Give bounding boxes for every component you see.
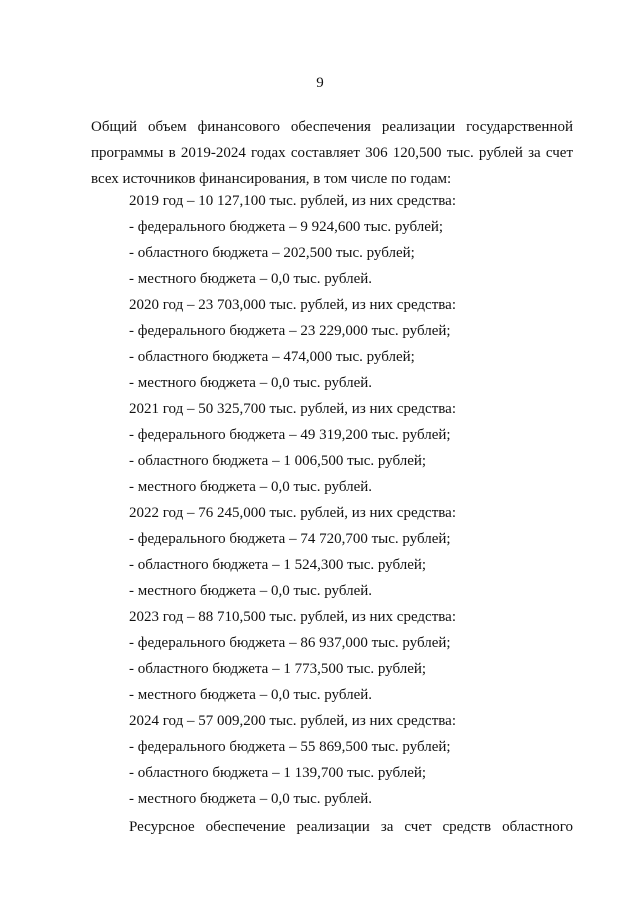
page-number: 9: [316, 75, 324, 91]
year-2022-regional: - областного бюджета – 1 524,300 тыс. рублей;: [129, 557, 427, 573]
year-2021-regional: - областного бюджета – 1 006,500 тыс. рублей;: [129, 453, 427, 469]
year-2019-heading: 2019 год – 10 127,100 тыс. рублей, из них средства:: [129, 193, 456, 209]
year-2020-heading: 2020 год – 23 703,000 тыс. рублей, из них средства:: [129, 297, 456, 313]
year-2021-local: - местного бюджета – 0,0 тыс. рублей.: [129, 479, 373, 495]
year-2019-local: - местного бюджета – 0,0 тыс. рублей.: [129, 271, 373, 287]
year-2023-regional: - областного бюджета – 1 773,500 тыс. рублей;: [129, 661, 427, 677]
year-2024-federal: - федерального бюджета – 55 869,500 тыс. рублей;: [129, 739, 451, 755]
year-2021-heading: 2021 год – 50 325,700 тыс. рублей, из них средства:: [129, 401, 456, 417]
intro-line: всех источников финансирования, в том числе по годам:: [91, 171, 452, 187]
year-2020-federal: - федерального бюджета – 23 229,000 тыс. рублей;: [129, 323, 451, 339]
year-2023-federal: - федерального бюджета – 86 937,000 тыс. рублей;: [129, 635, 451, 651]
year-2022-federal: - федерального бюджета – 74 720,700 тыс. рублей;: [129, 531, 451, 547]
year-2023-heading: 2023 год – 88 710,500 тыс. рублей, из них средства:: [129, 609, 456, 625]
intro-paragraph: [91, 114, 573, 192]
year-2021-federal: - федерального бюджета – 49 319,200 тыс. рублей;: [129, 427, 451, 443]
closing-paragraph-line: Ресурсное обеспечение реализации за счет средств областного: [129, 819, 573, 835]
year-2020-regional: - областного бюджета – 474,000 тыс. рублей;: [129, 349, 415, 365]
intro-line: Общий объем финансового обеспечения реализации государственной: [91, 119, 573, 135]
year-2023-local: - местного бюджета – 0,0 тыс. рублей.: [129, 687, 373, 703]
year-2020-local: - местного бюджета – 0,0 тыс. рублей.: [129, 375, 373, 391]
year-2024-local: - местного бюджета – 0,0 тыс. рублей.: [129, 791, 373, 807]
year-2024-heading: 2024 год – 57 009,200 тыс. рублей, из них средства:: [129, 713, 456, 729]
intro-line: программы в 2019-2024 годах составляет 306 120,500 тыс. рублей за счет: [91, 145, 573, 161]
year-2022-local: - местного бюджета – 0,0 тыс. рублей.: [129, 583, 373, 599]
year-2022-heading: 2022 год – 76 245,000 тыс. рублей, из них средства:: [129, 505, 456, 521]
year-2024-regional: - областного бюджета – 1 139,700 тыс. рублей;: [129, 765, 427, 781]
year-2019-regional: - областного бюджета – 202,500 тыс. рублей;: [129, 245, 415, 261]
year-2019-federal: - федерального бюджета – 9 924,600 тыс. рублей;: [129, 219, 444, 235]
funding-by-year-list: [129, 188, 579, 812]
